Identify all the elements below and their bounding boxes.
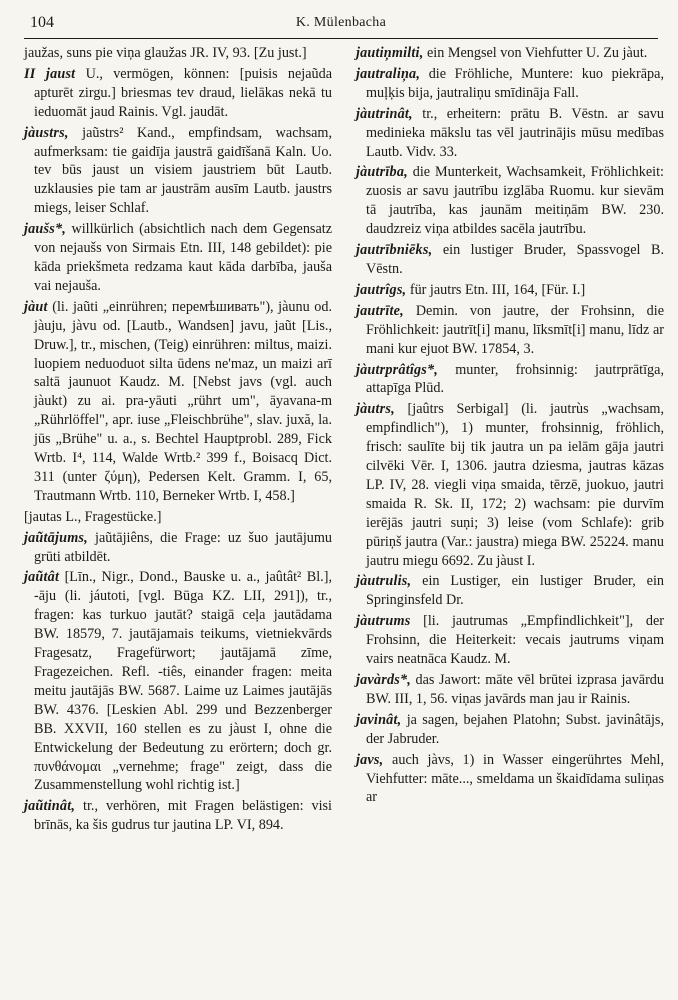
headword: jautrībniēks, [356,242,433,259]
dictionary-entry [356,65,664,103]
entry-text: [Līn., Nigr., Dond., Bauske u. a., jaûtât² Bl.], -āju (li. jáutoti, [vgl. Būga KZ. LII, 291]), tr., fragen: kas turkuo jautāt? staigā ceļa jautādama BW. 18579, 7. jautājamais teikums, vietniekvārds Fragesatz, Fragefürwort; jautājamā zīme, Fragezeichen. Refl. -tiês, einander fragen: meita meitu jautājās BW. 5687. Laime uz Laimes jautājās BW. 4376. [Leskien Abl. 299 und Bezzenberger BB. XXVII, 160 stellen es zu jàust I, ohne die Entwickelung der Bedeutung zu erörtern; doch gr. πυνθάνομαι „vernehme; frage" zeigt, dass die Zusammenstellung wohl richtig ist.] [34,569,332,794]
headword: jàutrums [356,613,411,630]
headword: jàutrprâtîgs*, [356,361,439,378]
dictionary-entry [356,302,664,359]
entry-text: jaũstrs² Kand., empfindsam, wachsam, aufmerksam: tie gaidīja jaustrā gaidīšanā Kaln. Uo. tev būs jaust un visiem jaustriem būt Lautb. uzklausies pie tam ar jaustrām ausīm Lautb. jaustrs miegs, leiser Schlaf. [34,124,332,217]
page-header [24,8,658,39]
entry-text: munter, frohsinnig: jautrprātīga, attapīga Plūd. [366,361,664,397]
headword: javàrds*, [356,672,412,688]
headword: jaũtât [24,569,60,586]
dictionary-entry [356,572,664,610]
entry-text: jaužas, suns pie viņa glaužas JR. IV, 93. [Zu just.] [24,45,307,61]
entry-text: (li. jaũti „einrühren; перемѣшивать"), jàunu od. jàuju, jàvu od. [Lautb., Wandsen] javu, jaũt [Lis., Druw.], tr., mischen, (Teig) einrühren: miltus, maizi. luopiem neduoduot silta ūdens ne'maz, un maizi arī saltā jaunuot Kaudz. M. [Nebst javs (vgl. auch jàukt) zu ai. pra-yāuti „rührt um", āyavana-m „Rührlöffel", apr. iuse „Fleischbrühe", slav. juxă, la. jūs „Brühe" u. a., s. Bechtel Hauptprobl. 289, Fick Wrtb. I⁴, 114, Walde Wrtb.² 399 f., Boisacq Dict. 311 (unter ζύμη), Pedersen Kelt. Gramm. I, 65, Trautmann Wrtb. 110, Berneker Wrtb. I, 458.] [34,298,332,504]
dictionary-entry [24,44,332,63]
dictionary-entry [356,105,664,162]
entry-text: [jaûtrs Serbigal] (li. jautrùs „wachsam, empfindlich"), 1) munter, frohsinnig, fröhlich, frisch: saulīte bij tik jautra un pa ielām gāja jautri cilvēki Vēr. I, 1306. jautra dziesma, jautras kāzas LP. IV, 28. viegli viņa smaida, tērzē, juokuo, jautri smaida R. Sk. II, 172; 2) wachsam: pie durvīm ierējās jautri suņi; 3) leise (vom Schlafe): grib pūriņš jautra (Var.: jaustra) miega BW. 25224. manu jautru miegu 6692. Zu jàust I. [366,401,664,569]
headword: II jaust [24,65,76,82]
headword: javs, [356,751,384,768]
running-head: K. Mülenbacha [295,15,387,30]
dictionary-entry [356,241,664,279]
dictionary-entry [356,612,664,669]
dictionary-entry [356,711,664,749]
dictionary-entry [356,44,664,63]
dictionary-entry [24,529,332,567]
dictionary-entry [24,220,332,296]
headword: jautiņmilti, [356,45,424,61]
dictionary-entry [356,671,664,709]
entry-text: die Fröhliche, Muntere: kuo piekrāpa, muļķis bija, jautraliņu smīdināja Fall. [366,65,664,101]
entry-text: ja sagen, bejahen Platohn; Subst. javinâtājs, der Jabruder. [366,711,664,747]
dictionary-entry [356,400,664,570]
headword: jàut [24,298,48,315]
entry-text: [jautas L., Fragestücke.] [24,508,162,525]
entry-text: U., vermögen, können: [puisis nejaũda apturēt zirgu.] briesmas tev draud, lielākas nekā tu ieduomāt jaud Rainis. Vgl. jaudāt. [34,65,332,120]
headword: jaũtinât, [24,798,76,815]
entry-text: die Munterkeit, Wachsamkeit, Fröhlichkeit: zuosis ar savu jautrību izglāba Ruomu. kur sievām tā jautrība, kas jaunām meitiņām BW. 230. daudzreiz viņa atbildes sacēla jautrību. [366,164,664,238]
headword: jautraliņa, [356,65,421,82]
dictionary-entry [24,124,332,219]
dictionary-entry [24,797,332,835]
entry-text: tr., erheitern: prātu B. Vēstn. ar savu medinieka mākslu tas vēl jautrinājis mūsu medības Lautb. Vidv. 33. [366,105,664,160]
headword: jaũtājums, [24,529,88,546]
dictionary-entry [24,298,332,506]
dictionary-entry [24,65,332,122]
dictionary-entry [356,281,664,300]
dictionary-entry [356,163,664,239]
headword: jautrîgs, [356,281,407,298]
page-number: 104 [30,14,54,31]
headword: javinât, [356,711,402,728]
entry-text: tr., verhören, mit Fragen belästigen: visi brīnās, ka šis gudrus tur jautina LP. VI, 894. [34,798,332,834]
headword: jautrīte, [356,302,404,319]
entry-text: willkürlich (absichtlich nach dem Gegensatz von nejaušs von Sirmais Etn. III, 148 gebildet): pie kāda priekšmeta redzama kaut kāda darbība, jauša vai nejauša. [34,221,332,294]
entry-text: Demin. von jautre, der Frohsinn, die Fröhlichkeit: jautrīt[i] manu, līksmīt[i] manu, līdz ar mani kur ejuot BW. 17854, 3. [366,302,664,357]
left-column [24,44,332,837]
headword: jaušs*, [24,221,67,238]
headword: jàutrinât, [356,105,413,122]
entry-text: ein Lustiger, ein lustiger Bruder, ein Springinsfeld Dr. [366,573,664,609]
entry-text: das Jawort: māte vēl brūtei izprasa javārdu BW. III, 1, 56. viņas javārds man jau ir Rainis. [366,672,664,707]
dictionary-entry [24,568,332,795]
dictionary-entry [356,361,664,399]
entry-text: [li. jautrumas „Empfindlichkeit"], der Frohsinn, die Heiterkeit: vecais jautrums viņam vairs neatnāca Kaudz. M. [366,613,664,668]
headword: jàutrulis, [356,573,412,590]
headword: jàutrība, [356,164,408,181]
entry-text: ein Mengsel von Viehfutter U. Zu jàut. [423,45,648,61]
entry-text: ein lustiger Bruder, Spassvogel B. Vēstn. [366,242,664,277]
entry-text: für jautrs Etn. III, 164, [Für. I.] [406,281,586,298]
entry-text: jaũtājiêns, die Frage: uz šuo jautājumu grūti atbildēt. [34,529,332,565]
entry-text: auch jàvs, 1) in Wasser eingerührtes Mehl, Viehfutter: māte..., smeldama un škaidīdama suliņas ar [366,751,664,806]
dictionary-entry [24,508,332,527]
headword: jàutrs, [356,401,395,418]
headword: jàustrs, [24,124,69,141]
dictionary-entry [356,751,664,808]
right-column [356,44,664,809]
